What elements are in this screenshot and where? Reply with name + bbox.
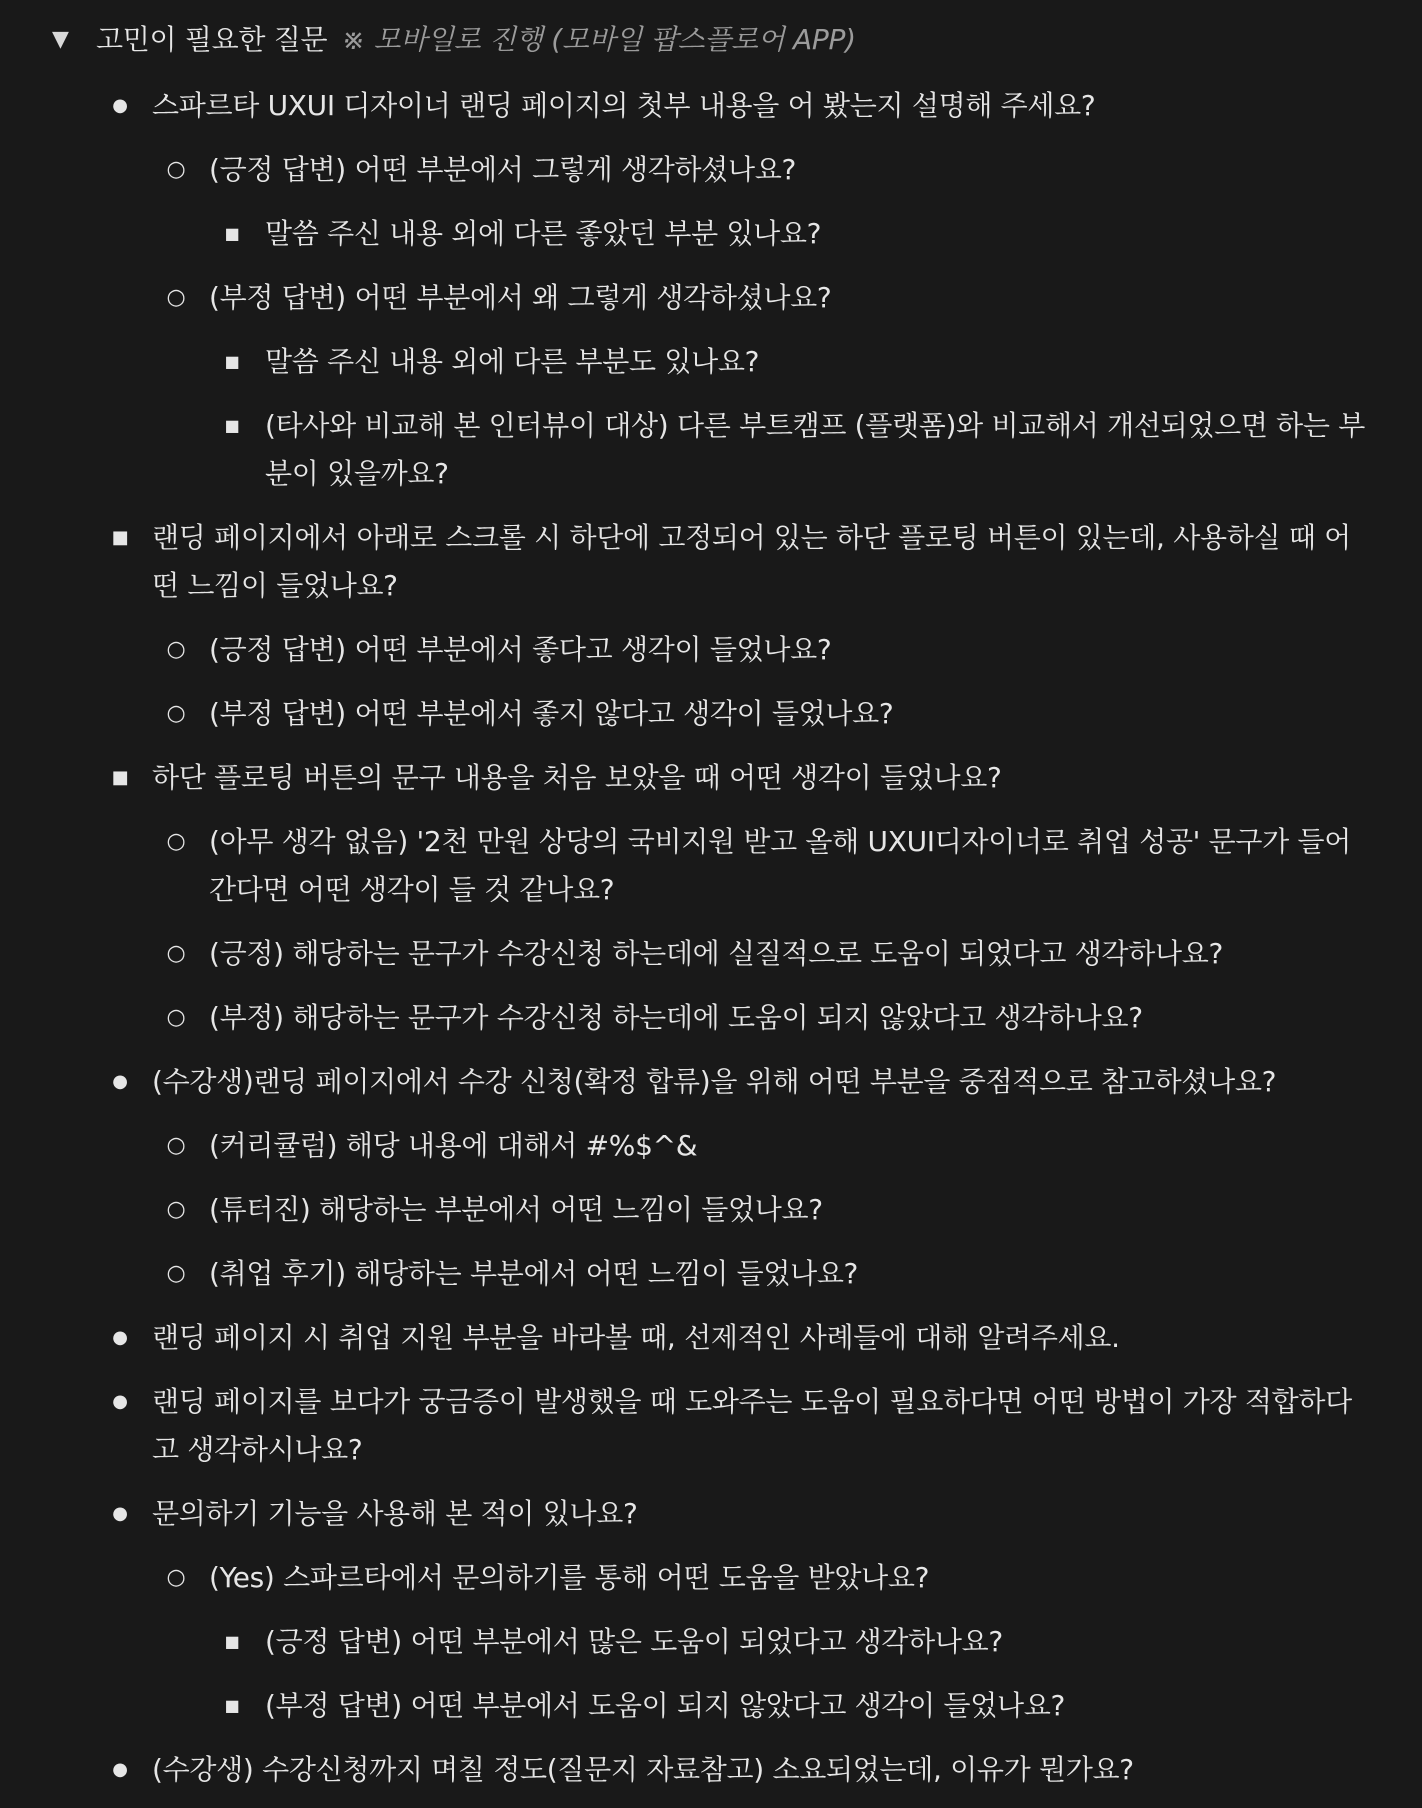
list-item — [0, 1746, 1422, 1794]
list-item-text: (튜터진) 해당하는 부분에서 어떤 느낌이 들었나요? — [209, 1193, 823, 1226]
list-item — [0, 690, 1422, 738]
list-item — [0, 1682, 1422, 1730]
list-item-text: (수강생) 수강신청까지 며칠 정도(질문지 자료참고) 소요되었는데, 이유가 뭔가요? — [152, 1753, 1134, 1786]
list-item — [0, 1058, 1422, 1106]
toggle-title — [96, 20, 856, 60]
circle-bullet-icon: ○ — [166, 701, 186, 726]
list-item-text: 랜딩 페이지 시 취업 지원 부분을 바라볼 때, 선제적인 사례들에 대해 알려주세요. — [152, 1321, 1120, 1354]
list-item — [0, 1490, 1422, 1538]
list-item-text: (커리큘럼) 해당 내용에 대해서 #%$^& — [209, 1129, 698, 1162]
list-item — [0, 754, 1422, 802]
square-bullet-icon: ■ — [224, 416, 240, 435]
list-item-text: (취업 후기) 해당하는 부분에서 어떤 느낌이 들었나요? — [209, 1257, 859, 1290]
bullet-icon: ● — [112, 1391, 128, 1412]
list-item-text: (긍정 답변) 어떤 부분에서 좋다고 생각이 들었나요? — [209, 633, 832, 666]
square-bullet-icon: ■ — [224, 1632, 240, 1651]
list-item — [0, 274, 1422, 322]
list-item — [0, 1186, 1422, 1234]
circle-bullet-icon: ○ — [166, 285, 186, 310]
list-item — [0, 514, 1422, 610]
circle-bullet-icon: ○ — [166, 1565, 186, 1590]
list-item — [0, 994, 1422, 1042]
list-item-text: 하단 플로팅 버튼의 문구 내용을 처음 보았을 때 어떤 생각이 들었나요? — [152, 761, 1002, 794]
list-item-text: 스파르타 UXUI 디자이너 랜딩 페이지의 첫부 내용을 어 봤는지 설명해 주세요? — [152, 89, 1096, 122]
list-item — [0, 626, 1422, 674]
bullet-icon: ■ — [111, 767, 129, 788]
list-item — [0, 210, 1422, 258]
circle-bullet-icon: ○ — [166, 1133, 186, 1158]
circle-bullet-icon: ○ — [166, 1197, 186, 1222]
list-item — [0, 1378, 1422, 1474]
list-item-text: (부정 답변) 어떤 부분에서 좋지 않다고 생각이 들었나요? — [209, 697, 894, 730]
circle-bullet-icon: ○ — [166, 829, 186, 854]
circle-bullet-icon: ○ — [166, 157, 186, 182]
list-item-text: (긍정 답변) 어떤 부분에서 그렇게 생각하셨나요? — [209, 153, 797, 186]
list-item — [0, 1314, 1422, 1362]
list-item — [0, 82, 1422, 130]
list-item-text: (아무 생각 없음) '2천 만원 상당의 국비지원 받고 올해 UXUI디자이너로 취업 성공' 문구가 들어간다면 어떤 생각이 들 것 같나요? — [209, 825, 1352, 906]
list-item-text: (긍정 답변) 어떤 부분에서 많은 도움이 되었다고 생각하나요? — [265, 1625, 1003, 1658]
list-item-text: 말씀 주신 내용 외에 다른 부분도 있나요? — [265, 345, 760, 378]
list-item-text: (부정) 해당하는 문구가 수강신청 하는데에 도움이 되지 않았다고 생각하나요? — [209, 1001, 1143, 1034]
bullet-icon: ● — [112, 1759, 128, 1780]
list-item — [0, 402, 1422, 498]
list-item-text: 문의하기 기능을 사용해 본 적이 있나요? — [152, 1497, 638, 1530]
triangle-down-icon[interactable]: ▼ — [52, 27, 69, 52]
list-item-text: (수강생)랜딩 페이지에서 수강 신청(확정 합류)을 위해 어떤 부분을 중점적으로 참고하셨나요? — [152, 1065, 1277, 1098]
bullet-icon: ■ — [111, 527, 129, 548]
list-item-text: (부정 답변) 어떤 부분에서 왜 그렇게 생각하셨나요? — [209, 281, 832, 314]
list-item — [0, 338, 1422, 386]
square-bullet-icon: ■ — [224, 352, 240, 371]
bullet-icon: ● — [112, 95, 128, 116]
bullet-icon: ● — [112, 1071, 128, 1092]
list-item-text: (Yes) 스파르타에서 문의하기를 통해 어떤 도움을 받았나요? — [209, 1561, 930, 1594]
list-item — [0, 1122, 1422, 1170]
list-item-text: 랜딩 페이지를 보다가 궁금증이 발생했을 때 도와주는 도움이 필요하다면 어떤 방법이 가장 적합하다고 생각하시나요? — [152, 1385, 1352, 1466]
list-item — [0, 1554, 1422, 1602]
list-item-text: 랜딩 페이지에서 아래로 스크롤 시 하단에 고정되어 있는 하단 플로팅 버튼이 있는데, 사용하실 때 어떤 느낌이 들었나요? — [152, 521, 1351, 602]
list-item — [0, 818, 1422, 914]
list-item-text: (긍정) 해당하는 문구가 수강신청 하는데에 실질적으로 도움이 되었다고 생각하나요? — [209, 937, 1224, 970]
list-item-text: 말씀 주신 내용 외에 다른 좋았던 부분 있나요? — [265, 217, 822, 250]
toggle-header[interactable] — [52, 20, 1392, 60]
square-bullet-icon: ■ — [224, 1696, 240, 1715]
list-item-text: (부정 답변) 어떤 부분에서 도움이 되지 않았다고 생각이 들었나요? — [265, 1689, 1066, 1722]
toggle-title-text: 고민이 필요한 질문 — [96, 23, 328, 56]
circle-bullet-icon: ○ — [166, 941, 186, 966]
circle-bullet-icon: ○ — [166, 1261, 186, 1286]
list-item — [0, 1618, 1422, 1666]
circle-bullet-icon: ○ — [166, 637, 186, 662]
bullet-icon: ● — [112, 1503, 128, 1524]
list-item — [0, 930, 1422, 978]
question-toggle — [52, 20, 1392, 60]
list-item — [0, 1250, 1422, 1298]
toggle-note: ※ 모바일로 진행 (모바일 팝스플로어 APP) — [341, 23, 856, 56]
circle-bullet-icon: ○ — [166, 1005, 186, 1030]
list-item-text: (타사와 비교해 본 인터뷰이 대상) 다른 부트캠프 (플랫폼)와 비교해서 개선되었으면 하는 부분이 있을까요? — [265, 409, 1366, 490]
square-bullet-icon: ■ — [224, 224, 240, 243]
bullet-icon: ● — [112, 1327, 128, 1348]
list-item — [0, 146, 1422, 194]
